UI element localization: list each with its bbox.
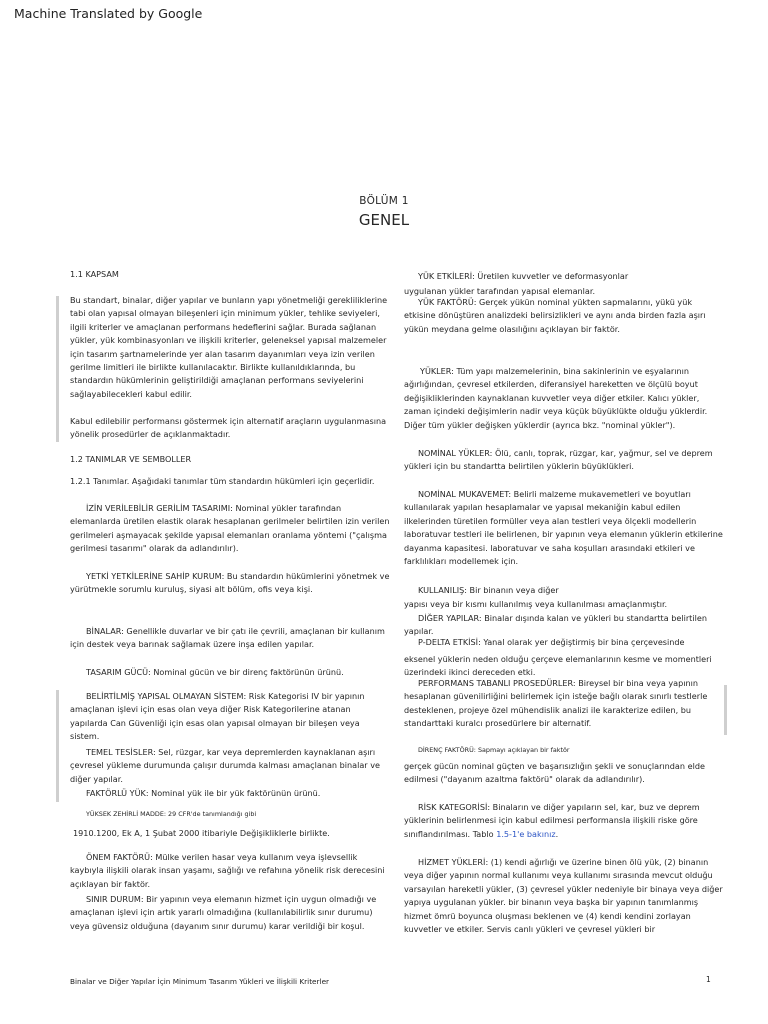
def-cfr-reference: 1910.1200, Ek A, 1 Şubat 2000 itibariyle Değişikliklerle birlikte. (73, 828, 330, 838)
change-bar (56, 296, 59, 442)
def-p-delta: P-DELTA ETKİSİ: Yanal olarak yer değiştirmiş bir bina çerçevesinde (418, 637, 685, 647)
translation-banner: Machine Translated by Google (14, 6, 203, 21)
def-resistance-factor-2: gerçek gücün nominal güçten ve başarısızlığın şekli ve sonuçlarından elde edilmesi ("dayanım azaltma faktörü" olarak da adlandırılır). (404, 761, 705, 785)
chapter-number: BÖLÜM 1 (359, 195, 409, 207)
def-load-effects: YÜK ETKİLERİ: Üretilen kuvvetler ve deformasyonlar (418, 271, 629, 281)
def-limit-state: SINIR DURUM: Bir yapının veya elemanın hizmet için uygun olmadığı ve amaçlanan işlevi için artık yararlı olmadığına (kullanılabilirlik sınır durumu) veya güvensiz olduğuna (dayanım sınır durumu) karar verildiği bir koşul. (70, 894, 377, 931)
scope-heading: 1.1 KAPSAM (70, 269, 119, 279)
def-design-strength: TASARIM GÜCÜ: Nominal gücün ve bir direnç faktörünün ürünü. (86, 667, 344, 677)
page-number: 1 (706, 975, 711, 984)
scope-paragraph-2: Kabul edilebilir performansı göstermek için alternatif araçların uygulanmasına yönelik prosedürler de açıklanmaktadır. (70, 416, 387, 440)
scope-paragraph: Bu standart, binalar, diğer yapılar ve bunların yapı yönetmeliği gerekliliklerine tabi olan yapısal olmayan bileşenleri için minimum yükler, tehlike seviyeleri, ilgili kriterler ve amaçlanan performans hedeflerini sağlar. Burada sağlanan yükler, yük kombinasyonları ve ilişkili kriterler, geleneksel yapısal malzemeler için tasarım şartnamelerinde yer alan tasarım dayanımları veya izin verilen gerilme limitleri ile birlikte kullanılacaktır. Birlikte kullanıldıklarında, bu standardın hükümlerinin geliştirildiği amaçlanan performans seviyelerini sağlayabilecekleri kabul edilir. (70, 295, 388, 399)
def-occupancy: KULLANILIŞ: Bir binanın veya diğer (418, 585, 559, 595)
definitions-heading: 1.2 TANIMLAR VE SEMBOLLER (70, 454, 192, 464)
risk-text-end: . (555, 828, 559, 839)
def-authority: YETKİ YETKİLERİNE SAHİP KURUM: Bu standardın hükümlerini yönetmek ve yürütmekle sorumlu kuruluş, siyasi alt bölüm, ofis veya kişi. (70, 571, 390, 595)
def-performance-based: PERFORMANS TABANLI PROSEDÜRLER: Bireysel bir bina veya yapının hesaplanan güvenilirliğini belirlemek için isteğe bağlı olarak sınırlı testlerle desteklenen, projeye özel mühendislik analizi ile karakterize edilen, bu standarttaki kuralcı prosedürlere bir alternatif. (404, 678, 708, 729)
def-importance-factor: ÖNEM FAKTÖRÜ: Mülke verilen hasar veya kullanım veya işlevsellik kaybıyla ilişkili olarak insan yaşamı, sağlığı ve refahına yönelik risk derecesini açıklayan bir faktör. (70, 852, 385, 889)
def-resistance-factor: DİRENÇ FAKTÖRÜ: Sapmayı açıklayan bir faktör (418, 746, 570, 754)
table-reference-link[interactable]: 1.5-1'e bakınız (496, 828, 556, 839)
def-other-structures: DİĞER YAPILAR: Binalar dışında kalan ve yükleri bu standartta belirtilen yapılar. (404, 613, 707, 637)
def-p-delta-2: eksenel yüklerin neden olduğu çerçeve elemanlarının kesme ve momentleri üzerindeki ikinci dereceden etki. (404, 654, 712, 678)
def-buildings: BİNALAR: Genellikle duvarlar ve bir çatı ile çevrili, amaçlanan bir kullanım için destek veya barınak sağlamak üzere inşa edilen yapılar. (70, 626, 385, 650)
def-factored-load: FAKTÖRLÜ YÜK: Nominal yük ile bir yük faktörünün ürünü. (86, 788, 321, 798)
def-nominal-strength: NOMİNAL MUKAVEMET: Belirli malzeme mukavemetleri ve boyutları kullanılarak yapılan hesaplamalar ve yapısal mekaniğin kabul edilen ilkelerinden türetilen formüller veya alan testleri veya ölçekli modellerin laboratuvar testleri ile belirlenen, bir yapının veya elemanın yüklerin etkilerine dayanma kapasitesi. laboratuvar ve saha koşulları arasındaki etkileri ve farklılıkları modellemek için. (404, 489, 723, 567)
def-designated-system: BELİRTİLMİŞ YAPISAL OLMAYAN SİSTEM: Risk Kategorisi IV bir yapının amaçlanan işlevi için esas olan veya diğer Risk Kategorilerine atanan yapılarda Can Güvenliği için esas olan yapısal olmayan bir bileşen veya sistem. (70, 691, 365, 742)
def-service-loads: HİZMET YÜKLERİ: (1) kendi ağırlığı ve üzerine binen ölü yük, (2) binanın veya diğer yapının normal kullanımı veya kullanımı sırasında mevcut olduğu varsayılan hareketli yükler, (3) çevresel yükler nedeniyle bir binaya veya diğer yapıya uygulanan yükler. bir binanın veya başka bir yapının tanımlanmış hizmet ömrü boyunca oluşması beklenen ve (4) kendi kendini zorlayan kuvvetler ve etkiler. Servis canlı yükleri ve çevresel yükleri bir (404, 857, 723, 935)
change-bar (56, 690, 59, 802)
def-risk-category (404, 801, 724, 841)
def-loads: YÜKLER: Tüm yapı malzemelerinin, bina sakinlerinin ve eşyalarının ağırlığından, çevresel etkilerden, diferansiyel hareketten ve ölçülü boyut değişikliklerinden kaynaklanan kuvvetler veya diğer etkiler. Kalıcı yükler, zaman içindeki değişimlerin nadir veya küçük büyüklükte olduğu yüklerdir. Diğer tüm yükler değişken yüklerdir (ayrıca bkz. "nominal yükler"). (404, 366, 708, 430)
def-load-factor: YÜK FAKTÖRÜ: Gerçek yükün nominal yükten sapmalarını, yükü yük etkisine dönüştüren analizdeki belirsizlikleri ve aynı anda birden fazla aşırı yükün meydana gelme olasılığını açıklayan bir faktör. (404, 297, 706, 334)
def-occupancy-2: yapısı veya bir kısmı kullanılmış veya kullanılması amaçlanmıştır. (404, 599, 668, 609)
change-bar (724, 685, 727, 735)
def-load-effects-2: uygulanan yükler tarafından yapısal elemanlar. (404, 286, 596, 296)
def-essential-facilities: TEMEL TESİSLER: Sel, rüzgar, kar veya depremlerden kaynaklanan aşırı çevresel yükleme durumunda çalışır durumda kalması amaçlanan binalar ve diğer yapılar. (70, 747, 380, 784)
def-allowable-stress: İZİN VERİLEBİLİR GERİLİM TASARIMI: Nominal yükler tarafından elemanlarda üretilen elastik olarak hesaplanan gerilmeler belirtilen izin verilen gerilmeleri aşmayacak şekilde yapısal elemanları oranlama yöntemi ("çalışma gerilmesi tasarımı" olarak da adlandırılır). (70, 503, 390, 554)
chapter-title: GENEL (358, 211, 410, 229)
footer-title: Binalar ve Diğer Yapılar İçin Minimum Tasarım Yükleri ve İlişkili Kriterler (70, 977, 330, 986)
risk-text: RİSK KATEGORİSİ: Binaların ve diğer yapıların sel, kar, buz ve deprem yüklerinin belirlenmesi için kabul edilmesi performansla ilişkili riske göre sınıflandırılması. Tablo (404, 802, 700, 839)
def-nominal-loads: NOMİNAL YÜKLER: Ölü, canlı, toprak, rüzgar, kar, yağmur, sel ve deprem yükleri için bu standartta belirtilen yüklerin büyüklükleri. (404, 448, 713, 472)
definitions-intro: 1.2.1 Tanımlar. Aşağıdaki tanımlar tüm standardın hükümleri için geçerlidir. (70, 476, 375, 486)
def-toxic-substance: YÜKSEK ZEHİRLİ MADDE: 29 CFR'de tanımlandığı gibi (86, 810, 257, 818)
